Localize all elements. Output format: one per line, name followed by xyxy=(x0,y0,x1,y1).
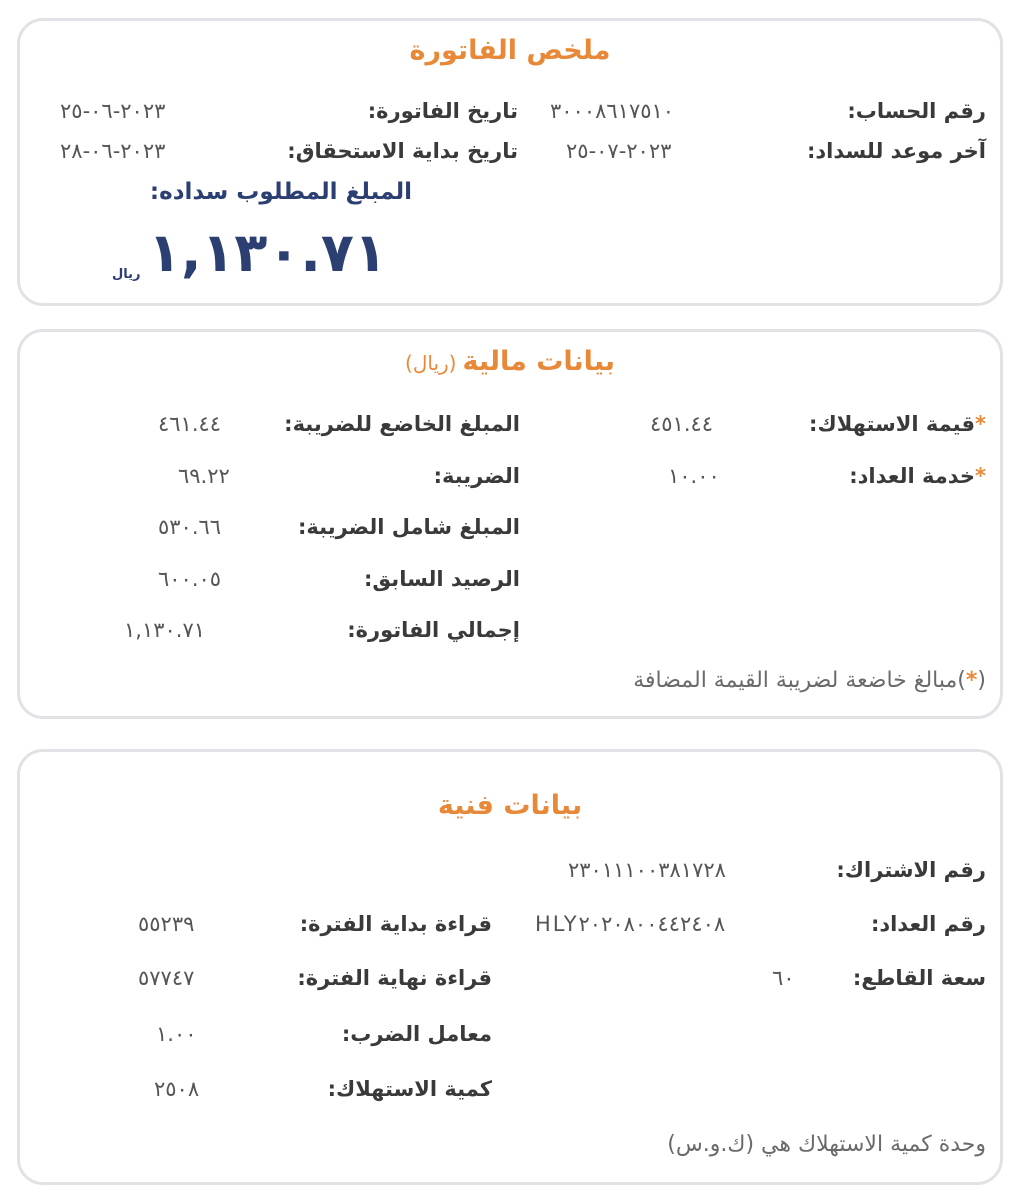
vat-star: * xyxy=(975,412,986,436)
technical-data-card xyxy=(17,749,1003,1185)
breaker-capacity-value: ٦٠ xyxy=(772,966,795,990)
technical-title: بيانات فنية xyxy=(437,790,583,821)
period-end-reading-value: ٥٧٧٤٧ xyxy=(138,966,195,990)
consumption-unit-note: وحدة كمية الاستهلاك هي (ك.و.س) xyxy=(667,1132,986,1157)
vat-star: * xyxy=(975,464,986,488)
financial-title-text: بيانات مالية xyxy=(462,346,615,377)
financial-title-unit: (ريال) xyxy=(405,351,457,375)
invoice-total-value: ١,١٣٠.٧١ xyxy=(124,618,206,642)
previous-balance-value: ٦٠٠.٠٥ xyxy=(158,567,222,591)
amount-incl-tax-value: ٥٣٠.٦٦ xyxy=(158,515,222,539)
account-number-label: رقم الحساب: xyxy=(847,99,986,123)
period-start-reading-label: قراءة بداية الفترة: xyxy=(299,912,492,936)
tax-label: الضريبة: xyxy=(433,464,520,488)
subscription-number-value: ٢٣٠١١١٠٠٣٨١٧٢٨ xyxy=(568,858,726,882)
previous-balance-label: الرصيد السابق: xyxy=(363,567,520,591)
vat-note-star: * xyxy=(965,668,978,693)
taxable-amount-value: ٤٦١.٤٤ xyxy=(158,412,222,436)
meter-number-label: رقم العداد: xyxy=(870,912,986,936)
subscription-number-label: رقم الاشتراك: xyxy=(836,858,986,882)
meter-service-label-text: خدمة العداد: xyxy=(849,464,976,488)
amount-incl-tax-label: المبلغ شامل الضريبة: xyxy=(298,515,520,539)
amount-due-label: المبلغ المطلوب سداده: xyxy=(149,179,412,205)
vat-note-open: ( xyxy=(977,668,986,693)
vat-note xyxy=(633,668,986,693)
tax-value: ٦٩.٢٢ xyxy=(178,464,230,488)
taxable-amount-label: المبلغ الخاضع للضريبة: xyxy=(284,412,520,436)
vat-note-close: ) xyxy=(957,668,966,693)
period-start-value: ٢٠٢٣-٠٦-٢٨ xyxy=(60,139,166,163)
due-date-label: آخر موعد للسداد: xyxy=(807,139,986,163)
invoice-summary-card xyxy=(17,18,1003,306)
amount-due-currency: ريال xyxy=(112,267,141,282)
due-date-value: ٢٠٢٣-٠٧-٢٥ xyxy=(566,139,672,163)
consumption-quantity-value: ٢٥٠٨ xyxy=(154,1077,200,1101)
consumption-value-label xyxy=(809,412,986,436)
multiplier-label: معامل الضرب: xyxy=(341,1022,492,1046)
summary-title: ملخص الفاتورة xyxy=(409,35,611,66)
consumption-value: ٤٥١.٤٤ xyxy=(650,412,714,436)
consumption-quantity-label: كمية الاستهلاك: xyxy=(327,1077,492,1101)
meter-service-value: ١٠.٠٠ xyxy=(668,464,720,488)
invoice-date-label: تاريخ الفاتورة: xyxy=(367,99,518,123)
invoice-date-value: ٢٠٢٣-٠٦-٢٥ xyxy=(60,99,166,123)
financial-data-card xyxy=(17,329,1003,719)
multiplier-value: ١.٠٠ xyxy=(156,1022,197,1046)
vat-note-text: مبالغ خاضعة لضريبة القيمة المضافة xyxy=(633,668,958,693)
invoice-total-label: إجمالي الفاتورة: xyxy=(347,618,520,642)
financial-title xyxy=(20,346,1000,377)
period-end-reading-label: قراءة نهاية الفترة: xyxy=(297,966,492,990)
breaker-capacity-label: سعة القاطع: xyxy=(852,966,986,990)
meter-number-value: HLY٢٠٢٠٨٠٠٤٤٢٤٠٨ xyxy=(535,912,726,936)
meter-service-label xyxy=(849,464,986,488)
amount-due-value: ١,١٣٠.٧١ xyxy=(148,221,387,284)
period-start-reading-value: ٥٥٢٣٩ xyxy=(138,912,195,936)
consumption-value-label-text: قيمة الاستهلاك: xyxy=(809,412,976,436)
account-number-value: ٣٠٠٠٨٦١٧٥١٠ xyxy=(550,99,675,123)
period-start-label: تاريخ بداية الاستحقاق: xyxy=(287,139,518,163)
